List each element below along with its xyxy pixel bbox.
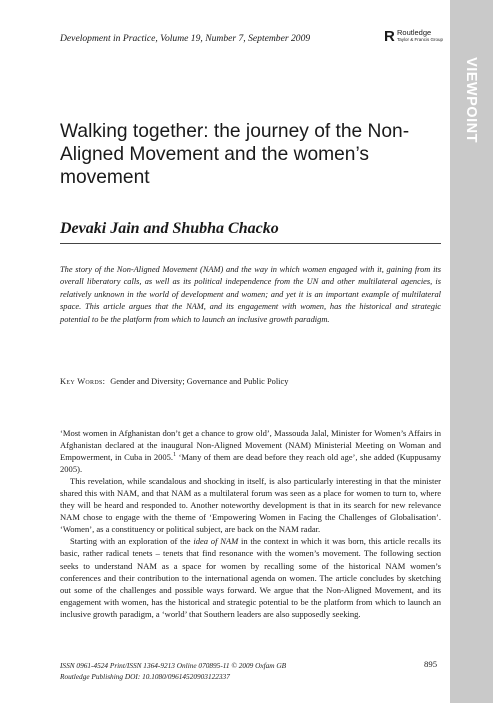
publisher-group: Taylor & Francis Group — [397, 37, 444, 42]
publisher-logo — [384, 27, 444, 47]
keywords-value: Gender and Diversity; Governance and Public Policy — [110, 377, 289, 386]
keywords-label: Key Words: — [60, 377, 106, 386]
issn-line: ISSN 0961-4524 Print/ISSN 1364-9213 Online 070895-11 © 2009 Oxfam GB — [60, 661, 287, 670]
paragraph-3-emphasis: idea of NAM — [193, 536, 239, 547]
publisher-name: Routledge — [397, 28, 432, 37]
keywords-line — [60, 376, 441, 388]
paragraph-3-lead: Starting with an exploration of the — [70, 536, 194, 547]
routledge-icon: R — [384, 28, 395, 45]
article-title: Walking together: the journey of the Non-Aligned Movement and the women’s movement — [60, 121, 410, 188]
article-authors: Devaki Jain and Shubha Chacko — [60, 220, 279, 237]
paragraph-1-text: ‘Most women in Afghanistan don’t get a chance to grow old’, Massouda Jalal, Minister for Women’s Affairs in Afghanistan declared at the inaugural Non-Aligned Movement (NAM) Ministerial Meeting on Woman and Empowerment, in Cuba in 2005. — [60, 428, 441, 463]
title-divider — [60, 243, 441, 244]
paragraph-1-tail: ‘Many of them are dead before they reach old age’, she added (Kuppusamy 2005). — [60, 452, 441, 475]
paragraph-3-rest: in the context in which it was born, this article recalls its basic, rather radical tenets – tenets that find resonance with the women’s movement. The following section seeks to understand NAM as a space for women by recalling some of the historical NAM women’s conferences and their contribution to the international agenda on women. The article concludes by sketching out some of the challenges and possible ways forward. We argue that the Non-Aligned Movement, and its engagement with women, has the historical and strategic potential to be the platform from which to launch an inclusive growth paradigm, a ‘world’ that Southern leaders are also supposedly seeking. — [60, 536, 442, 619]
doi-line: Routledge Publishing DOI: 10.1080/09614520903122337 — [60, 672, 230, 681]
page-number: 895 — [424, 659, 438, 669]
article-body — [60, 427, 441, 620]
body-paragraph-1 — [60, 427, 441, 475]
article-abstract: The story of the Non-Aligned Movement (NAM) and the way in which women engaged with it, gaining from its overall liberatory calls, as well as its political independence from the UN and other multilateral agencies, is relatively unknown in the world of development and women; and yet it is an important example of multilateral space. This article argues that the NAM, and its engagement with women, has the historical and strategic potential to be the platform from which to launch an inclusive growth paradigm. — [60, 265, 441, 324]
footnote-marker-1[interactable]: 1 — [173, 452, 177, 459]
journal-citation: Development in Practice, Volume 19, Number 7, September 2009 — [60, 33, 311, 44]
body-paragraph-3 — [60, 535, 441, 619]
body-paragraph-2: This revelation, while scandalous and shocking in itself, is also particularly interesting in that the minister shared this with NAM, and that NAM as a multilateral forum was seen as a place for women to turn to, where they will be heard and responded to. Another noteworthy development is that in its search for new relevance NAM chose to engage with the theme of ‘Empowering Women in Facing the Challenges of Globalisation’. ‘Women’, as a constituency or political subject, are back on the NAM radar. — [60, 476, 441, 535]
viewpoint-label: VIEWPOINT — [463, 57, 479, 143]
